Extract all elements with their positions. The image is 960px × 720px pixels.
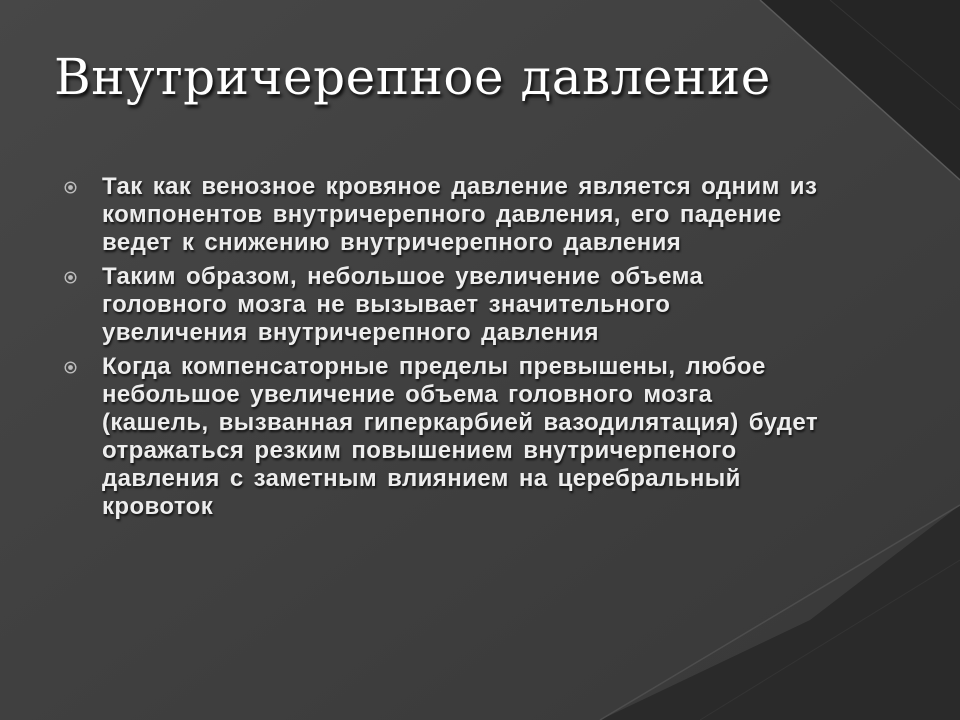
list-item (62, 353, 822, 521)
circled-dot-icon (64, 271, 77, 284)
bullet-text: Таким образом, небольшое увеличение объема головного мозга не вызывает значительного увеличения внутричерепного давления (102, 263, 704, 346)
list-item (62, 173, 822, 257)
slide-title: Внутричерепное давление (54, 48, 771, 106)
circled-dot-icon (64, 361, 77, 374)
bullet-text: Так как венозное кровяное давление является одним из компонентов внутричерепного давления, его падение ведет к снижению внутричерепного давления (102, 173, 818, 256)
list-item (62, 263, 822, 347)
bullet-text: Когда компенсаторные пределы превышены, любое небольшое увеличение объема головного мозга (кашель, вызванная гиперкарбией вазодилятация) будет отражаться резким повышением внутричерпеного давления с заметным влиянием на церебральный кровоток (102, 353, 818, 520)
bullet-list (62, 173, 822, 527)
circled-dot-icon (64, 181, 77, 194)
